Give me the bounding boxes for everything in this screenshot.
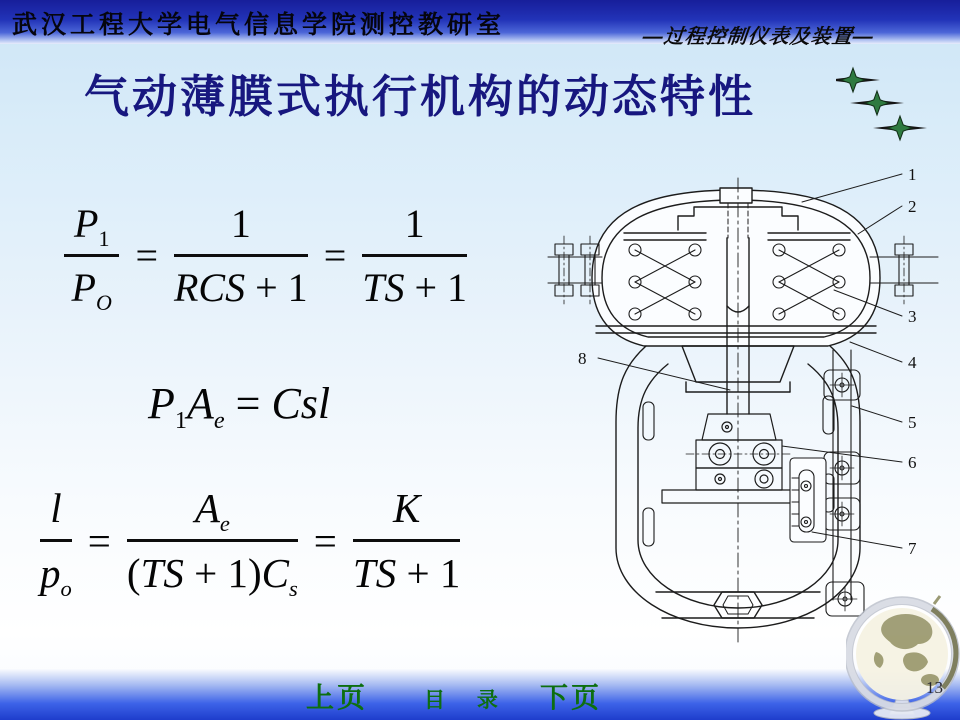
actuator-diagram <box>540 130 960 660</box>
prev-page-button[interactable]: 上页 <box>306 682 369 713</box>
toc-button[interactable]: 目 录 <box>424 689 511 712</box>
equals-sign: = <box>313 517 337 564</box>
globe-icon <box>846 592 960 720</box>
callout-3: 3 <box>908 307 917 326</box>
page-title: 气动薄膜式执行机构的动态特性 <box>84 71 757 122</box>
equals-sign: = <box>87 517 111 564</box>
fraction-ts: $\frac{1}{TS + 1}$ <box>362 201 468 310</box>
callout-6: 6 <box>908 453 917 472</box>
stem-connector-block <box>662 414 808 503</box>
formula-displacement-transfer <box>40 484 461 602</box>
formula-force-balance: $P_1A_e$ = Csl <box>148 379 331 434</box>
equals-sign: = <box>323 233 347 278</box>
callout-4: 4 <box>908 353 917 372</box>
callout-1: 1 <box>908 165 917 184</box>
institution-title: 武汉工程大学电气信息学院测控教研室 <box>12 12 506 39</box>
next-page-button[interactable]: 下页 <box>540 682 603 713</box>
top-banner <box>0 0 960 48</box>
callout-8: 8 <box>578 349 587 368</box>
callout-2: 2 <box>908 197 917 216</box>
diaphragm-housing <box>592 188 880 346</box>
course-title: —过程控制仪表及装置— <box>641 26 875 48</box>
fraction-l-po: $\frac{l}{p_o}$ <box>40 485 72 602</box>
formula-pressure-transfer <box>64 200 468 315</box>
equals-sign: = <box>135 233 158 278</box>
callout-5: 5 <box>908 413 917 432</box>
travel-scale <box>790 458 826 542</box>
fraction-rcs: $\frac{1}{\text{RCS + 1}}$ <box>174 201 308 310</box>
page-number: 13 <box>926 678 943 697</box>
fraction-p1-po: $\frac{P_1}{P_O}$ <box>64 200 119 311</box>
equals-sign: = <box>224 379 272 428</box>
fraction-k-ts: $\frac{K}{TS + 1}$ <box>352 485 461 596</box>
callout-7: 7 <box>908 539 917 558</box>
fraction-ae-tscs: $\frac{A_e}{(TS + 1)C_s}$ <box>126 485 298 602</box>
